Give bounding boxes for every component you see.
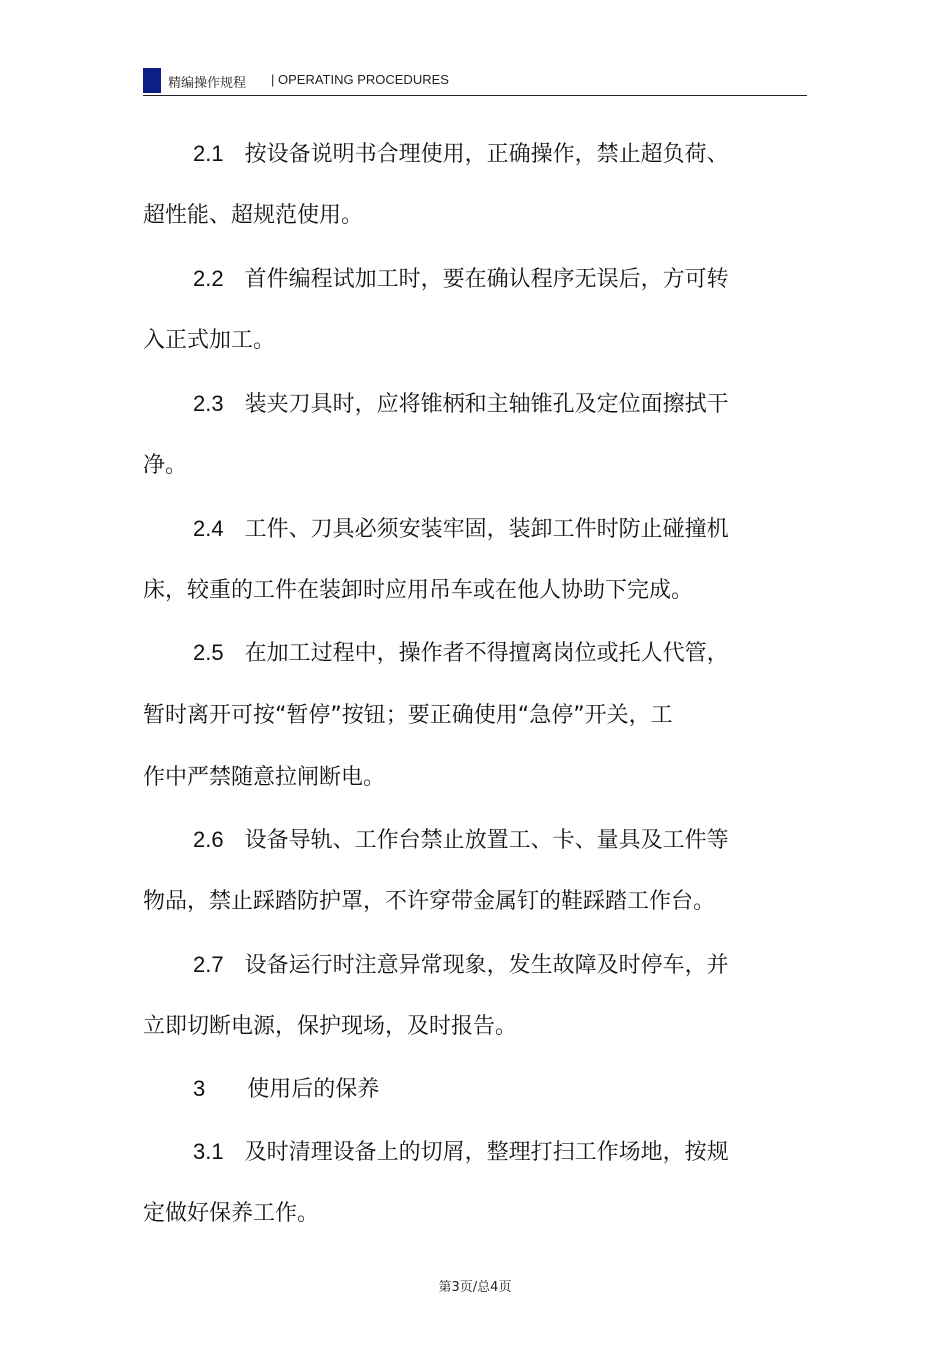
paragraph-continuation: 物品，禁止踩踏防护罩，不许穿带金属钉的鞋踩踏工作台。 bbox=[143, 889, 716, 914]
item-number: 2.7 bbox=[193, 952, 224, 977]
item-number: 3.1 bbox=[193, 1139, 224, 1164]
paragraph-continuation: 净。 bbox=[143, 453, 188, 478]
item-number: 2.4 bbox=[193, 516, 224, 541]
item-text: 及时清理设备上的切屑，整理打扫工作场地，按规 bbox=[244, 1140, 729, 1165]
page-header bbox=[143, 64, 807, 96]
paragraph-continuation: 暂时离开可按“暂停”按钮；要正确使用“急停”开关，工 bbox=[143, 703, 673, 728]
item-number: 3 bbox=[193, 1076, 206, 1101]
header-title-en: | OPERATING PROCEDURES bbox=[271, 72, 449, 87]
paragraph-continuation: 立即切断电源，保护现场，及时报告。 bbox=[143, 1014, 518, 1039]
paragraph-first-line bbox=[193, 1137, 729, 1168]
item-text: 装夹刀具时，应将锥柄和主轴锥孔及定位面擦拭干 bbox=[244, 392, 729, 417]
item-text: 在加工过程中，操作者不得擅离岗位或托人代管， bbox=[244, 641, 729, 666]
item-number: 2.6 bbox=[193, 827, 224, 852]
paragraph-first-line bbox=[193, 514, 729, 545]
paragraph-first-line bbox=[193, 638, 729, 669]
item-number: 2.3 bbox=[193, 391, 224, 416]
item-text: 设备运行时注意异常现象，发生故障及时停车，并 bbox=[244, 953, 729, 978]
paragraph-continuation: 床，较重的工件在装卸时应用吊车或在他人协助下完成。 bbox=[143, 578, 694, 603]
item-text: 按设备说明书合理使用，正确操作，禁止超负荷、 bbox=[244, 142, 729, 167]
item-text: 首件编程试加工时，要在确认程序无误后，方可转 bbox=[244, 267, 729, 292]
paragraph-continuation: 定做好保养工作。 bbox=[143, 1201, 320, 1226]
page-number: 第3页/总4页 bbox=[438, 1280, 512, 1295]
item-number: 2.2 bbox=[193, 266, 224, 291]
paragraph-continuation: 超性能、超规范使用。 bbox=[143, 203, 364, 228]
paragraph-first-line bbox=[193, 950, 729, 981]
paragraph-first-line bbox=[193, 825, 729, 856]
paragraph-continuation: 作中严禁随意拉闸断电。 bbox=[143, 765, 386, 790]
item-text: 使用后的保养 bbox=[247, 1077, 380, 1102]
item-text: 工件、刀具必须安装牢固，装卸工件时防止碰撞机 bbox=[244, 517, 729, 542]
item-number: 2.1 bbox=[193, 141, 224, 166]
paragraph-first-line bbox=[193, 139, 729, 170]
item-number: 2.5 bbox=[193, 640, 224, 665]
logo-icon bbox=[143, 68, 161, 93]
paragraph-first-line bbox=[193, 264, 729, 295]
section-heading bbox=[193, 1074, 379, 1105]
paragraph-continuation: 入正式加工。 bbox=[143, 328, 276, 353]
item-text: 设备导轨、工作台禁止放置工、卡、量具及工件等 bbox=[244, 828, 729, 853]
paragraph-first-line bbox=[193, 389, 729, 420]
header-title-cn: 精编操作规程 bbox=[168, 76, 247, 91]
